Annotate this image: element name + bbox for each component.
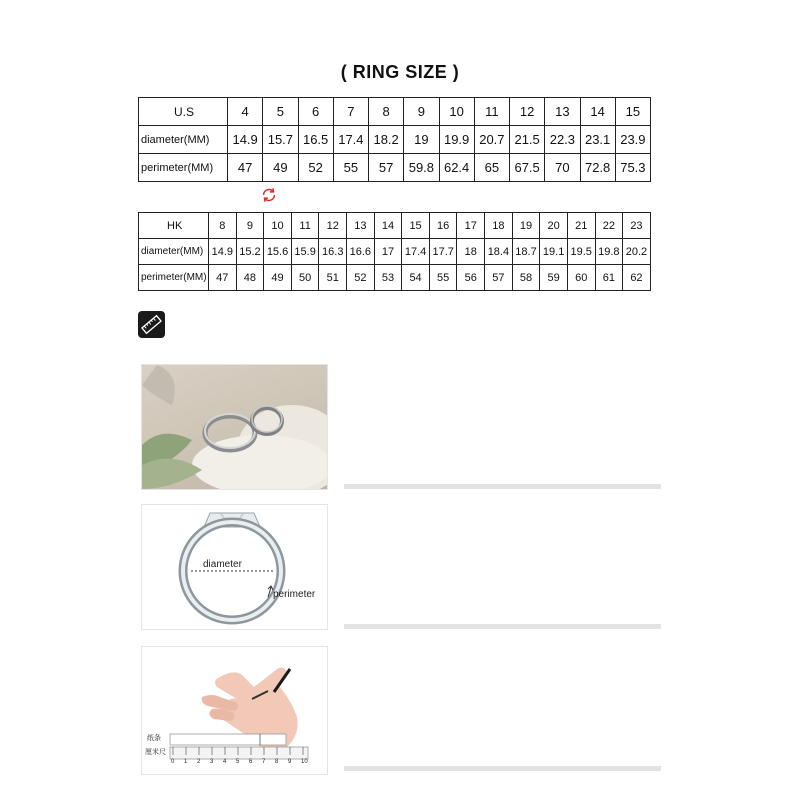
ruler-label: 厘米尺: [145, 749, 166, 756]
divider-bar: [344, 484, 661, 489]
ruler-number: 5: [236, 759, 240, 765]
hk-header-label: HK: [139, 213, 209, 239]
size-cell: 6: [298, 98, 333, 126]
perimeter-cell: 62.4: [439, 154, 474, 182]
size-cell: 23: [623, 213, 651, 239]
strip-label: 纸条: [147, 735, 161, 742]
ruler-number: 10: [301, 759, 308, 765]
perimeter-cell: 65: [474, 154, 509, 182]
diameter-cell: 17: [374, 239, 402, 265]
ruler-number: 7: [262, 759, 266, 765]
ruler-number: 2: [197, 759, 201, 765]
perimeter-cell: 47: [209, 265, 237, 291]
perimeter-cell: 49: [263, 154, 298, 182]
size-cell: 5: [263, 98, 298, 126]
diameter-cell: 14.9: [228, 126, 263, 154]
ring-diagram: [141, 504, 328, 630]
perimeter-cell: 52: [298, 154, 333, 182]
size-cell: 16: [429, 213, 457, 239]
perimeter-cell: 60: [567, 265, 595, 291]
hk-perimeter-row: [139, 265, 651, 291]
us-perimeter-label: perimeter(MM): [139, 154, 228, 182]
diameter-cell: 19.9: [439, 126, 474, 154]
diameter-cell: 17.7: [429, 239, 457, 265]
size-cell: 9: [236, 213, 264, 239]
size-cell: 22: [595, 213, 623, 239]
perimeter-cell: 53: [374, 265, 402, 291]
diameter-cell: 15.7: [263, 126, 298, 154]
size-cell: 14: [580, 98, 615, 126]
perimeter-cell: 57: [369, 154, 404, 182]
size-cell: 12: [319, 213, 347, 239]
perimeter-cell: 48: [236, 265, 264, 291]
diameter-cell: 21.5: [510, 126, 545, 154]
perimeter-cell: 47: [228, 154, 263, 182]
diameter-cell: 18.2: [369, 126, 404, 154]
diameter-cell: 16.5: [298, 126, 333, 154]
diameter-cell: 19.8: [595, 239, 623, 265]
us-diameter-label: diameter(MM): [139, 126, 228, 154]
diameter-cell: 23.9: [615, 126, 650, 154]
perimeter-cell: 58: [512, 265, 540, 291]
divider-bar: [344, 766, 661, 771]
page-title: ( RING SIZE ): [340, 62, 460, 82]
perimeter-cell: 51: [319, 265, 347, 291]
diameter-cell: 15.9: [291, 239, 319, 265]
diameter-cell: 16.6: [347, 239, 375, 265]
perimeter-cell: 52: [347, 265, 375, 291]
size-cell: 17: [457, 213, 485, 239]
perimeter-cell: 70: [545, 154, 580, 182]
perimeter-cell: 59.8: [404, 154, 439, 182]
size-cell: 12: [510, 98, 545, 126]
size-cell: 8: [369, 98, 404, 126]
size-cell: 14: [374, 213, 402, 239]
size-cell: 9: [404, 98, 439, 126]
us-size-row: [139, 98, 651, 126]
diameter-cell: 20.7: [474, 126, 509, 154]
size-cell: 18: [485, 213, 513, 239]
diameter-cell: 15.6: [264, 239, 292, 265]
diameter-cell: 17.4: [333, 126, 368, 154]
ruler-number: 1: [184, 759, 188, 765]
size-cell: 7: [333, 98, 368, 126]
diameter-cell: 19: [404, 126, 439, 154]
diameter-cell: 18.4: [485, 239, 513, 265]
wedding-rings-photo: [141, 364, 328, 490]
size-cell: 19: [512, 213, 540, 239]
diameter-cell: 22.3: [545, 126, 580, 154]
diameter-cell: 23.1: [580, 126, 615, 154]
size-cell: 4: [228, 98, 263, 126]
size-cell: 11: [291, 213, 319, 239]
perimeter-cell: 55: [429, 265, 457, 291]
diameter-cell: 18: [457, 239, 485, 265]
ruler-number: 0: [171, 759, 175, 765]
perimeter-cell: 59: [540, 265, 568, 291]
diameter-cell: 19.5: [567, 239, 595, 265]
diameter-cell: 15.2: [236, 239, 264, 265]
perimeter-cell: 57: [485, 265, 513, 291]
perimeter-cell: 49: [264, 265, 292, 291]
diameter-cell: 16.3: [319, 239, 347, 265]
perimeter-cell: 55: [333, 154, 368, 182]
diameter-cell: 18.7: [512, 239, 540, 265]
ruler-icon: [138, 311, 165, 338]
ruler-number: 6: [249, 759, 253, 765]
us-size-table: [138, 97, 651, 182]
divider-bar: [344, 624, 661, 629]
ruler-number: 4: [223, 759, 227, 765]
size-cell: 11: [474, 98, 509, 126]
diameter-cell: 19.1: [540, 239, 568, 265]
perimeter-cell: 62: [623, 265, 651, 291]
perimeter-label: perimeter: [273, 589, 316, 600]
perimeter-cell: 72.8: [580, 154, 615, 182]
hk-size-table: [138, 212, 651, 291]
size-cell: 13: [545, 98, 580, 126]
diameter-cell: 14.9: [209, 239, 237, 265]
size-cell: 21: [567, 213, 595, 239]
diameter-cell: 17.4: [402, 239, 430, 265]
hk-perimeter-label: perimeter(MM): [139, 265, 209, 291]
hk-diameter-row: [139, 239, 651, 265]
ruler-number: 8: [275, 759, 279, 765]
ruler-number: 3: [210, 759, 214, 765]
perimeter-cell: 67.5: [510, 154, 545, 182]
perimeter-cell: 75.3: [615, 154, 650, 182]
hk-size-row: [139, 213, 651, 239]
size-cell: 20: [540, 213, 568, 239]
perimeter-cell: 50: [291, 265, 319, 291]
perimeter-cell: 54: [402, 265, 430, 291]
ruler-number: 9: [288, 759, 292, 765]
size-cell: 15: [402, 213, 430, 239]
size-cell: 8: [209, 213, 237, 239]
size-cell: 15: [615, 98, 650, 126]
diameter-cell: 20.2: [623, 239, 651, 265]
us-header-label: U.S: [139, 98, 228, 126]
size-cell: 10: [439, 98, 474, 126]
sync-arrows-icon: [260, 186, 278, 204]
hand-measure-photo: [141, 646, 328, 775]
perimeter-cell: 56: [457, 265, 485, 291]
us-perimeter-row: [139, 154, 651, 182]
size-cell: 13: [347, 213, 375, 239]
diameter-label: diameter: [203, 559, 242, 570]
hk-diameter-label: diameter(MM): [139, 239, 209, 265]
us-diameter-row: [139, 126, 651, 154]
size-cell: 10: [264, 213, 292, 239]
perimeter-cell: 61: [595, 265, 623, 291]
